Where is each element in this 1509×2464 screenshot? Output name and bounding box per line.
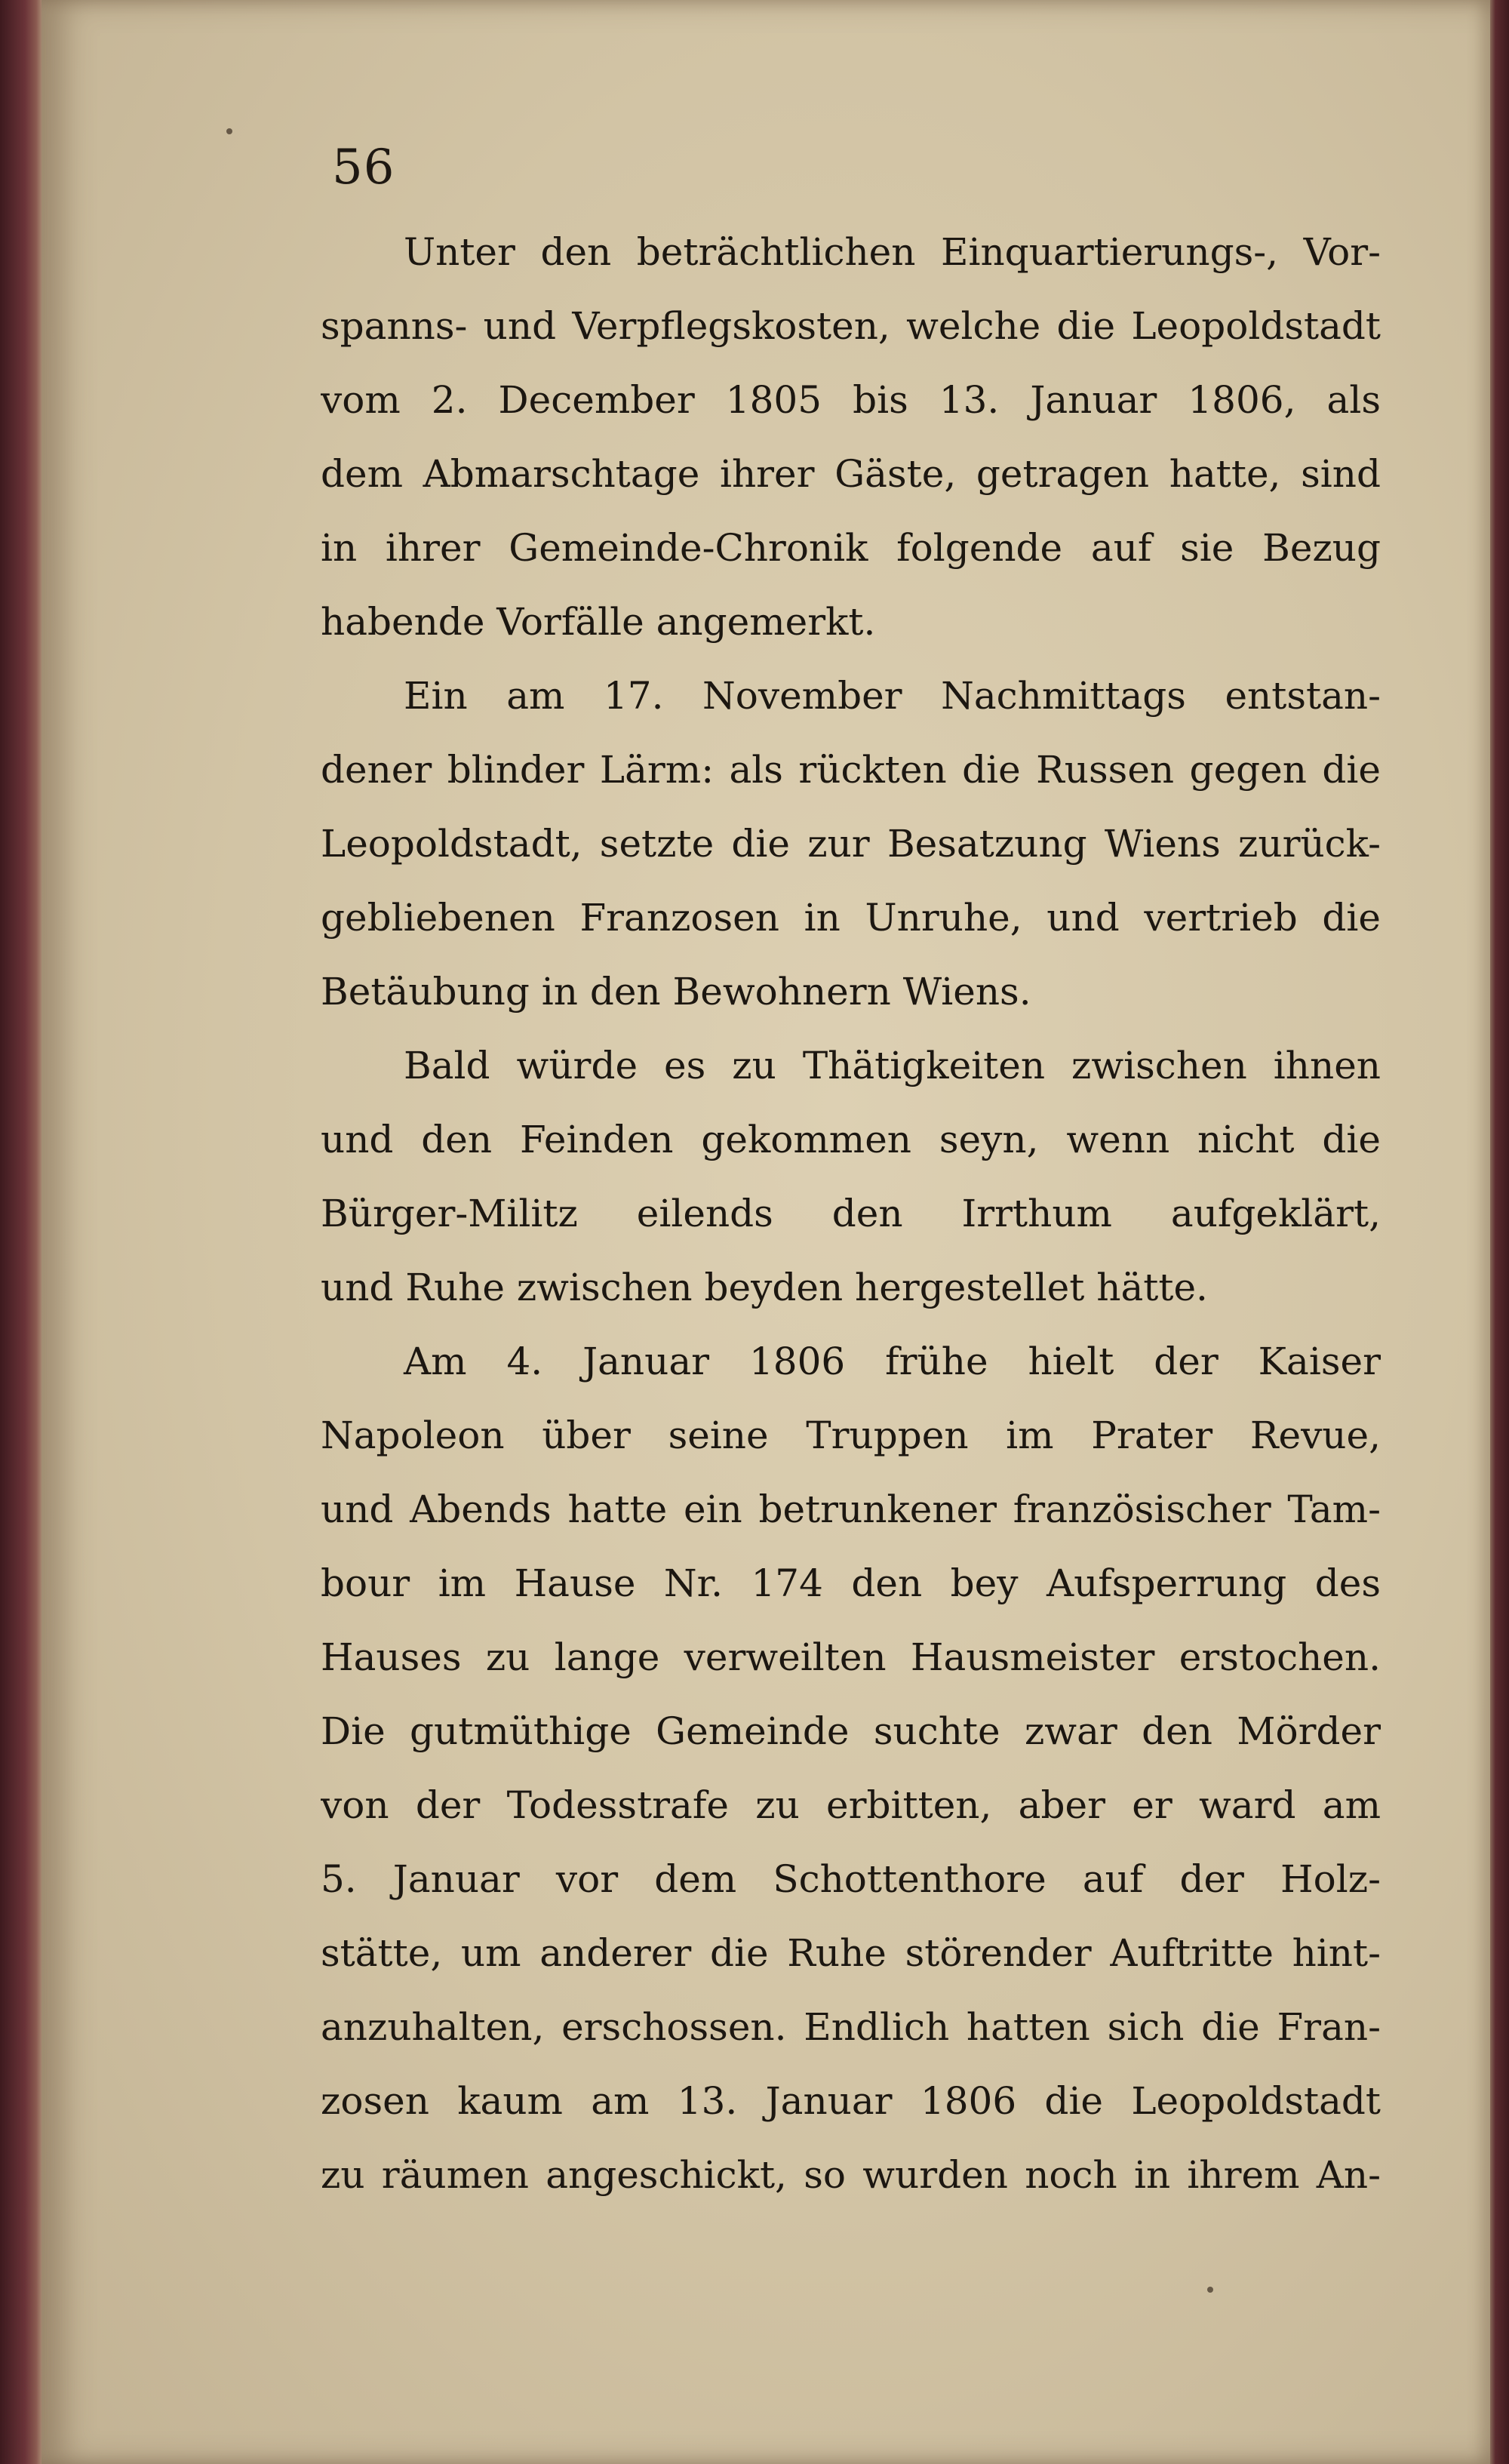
text-line: vom 2. December 1805 bis 13. Januar 1806, als [321, 378, 1381, 422]
text-line: Leopoldstadt, setzte die zur Besatzung Wiens zurück- [321, 822, 1381, 866]
text-line: zosen kaum am 13. Januar 1806 die Leopoldstadt [321, 2079, 1381, 2123]
book-cover-left-edge [0, 0, 45, 2464]
paper-speck [1207, 2287, 1213, 2293]
text-line: spanns- und Verpflegskosten, welche die Leopoldstadt [321, 304, 1381, 348]
text-line: zu räumen angeschickt, so wurden noch in ihrem An- [321, 2153, 1381, 2197]
text-line: habende Vorfälle angemerkt. [321, 600, 876, 644]
text-line: in ihrer Gemeinde-Chronik folgende auf sie Bezug [321, 526, 1381, 570]
text-line: von der Todesstrafe zu erbitten, aber er ward am [321, 1783, 1381, 1827]
text-line: Bald würde es zu Thätigkeiten zwischen ihnen [404, 1044, 1381, 1087]
text-line: bour im Hause Nr. 174 den bey Aufsperrung des [321, 1561, 1381, 1605]
text-line: Die gutmüthige Gemeinde suchte zwar den Mörder [321, 1709, 1381, 1753]
text-line: und Ruhe zwischen beyden hergestellet hätte. [321, 1266, 1208, 1309]
text-line: stätte, um anderer die Ruhe störender Auftritte hint- [321, 1931, 1381, 1975]
text-line: dener blinder Lärm: als rückten die Russen gegen die [321, 748, 1381, 792]
text-line: Am 4. Januar 1806 frühe hielt der Kaiser [404, 1340, 1381, 1383]
text-line: Unter den beträchtlichen Einquartierungs-, Vor- [404, 230, 1381, 274]
text-line: Betäubung in den Bewohnern Wiens. [321, 970, 1031, 1014]
paper-speck [226, 128, 232, 134]
text-line: und Abends hatte ein betrunkener französischer Tam- [321, 1487, 1381, 1531]
text-line: 5. Januar vor dem Schottenthore auf der Holz- [321, 1857, 1381, 1901]
text-line: anzuhalten, erschossen. Endlich hatten sich die Fran- [321, 2005, 1381, 2049]
text-line: Bürger-Militz eilends den Irrthum aufgeklärt, [321, 1192, 1381, 1235]
text-line: dem Abmarschtage ihrer Gäste, getragen hatte, sind [321, 452, 1381, 496]
text-line: Napoleon über seine Truppen im Prater Revue, [321, 1413, 1381, 1457]
text-line: gebliebenen Franzosen in Unruhe, und vertrieb die [321, 896, 1381, 940]
page-number: 56 [332, 140, 395, 195]
text-line: und den Feinden gekommen seyn, wenn nicht die [321, 1118, 1381, 1161]
page-text [321, 215, 1381, 2212]
text-line: Hauses zu lange verweilten Hausmeister erstochen. [321, 1635, 1381, 1679]
text-line: Ein am 17. November Nachmittags entstan- [404, 674, 1381, 718]
